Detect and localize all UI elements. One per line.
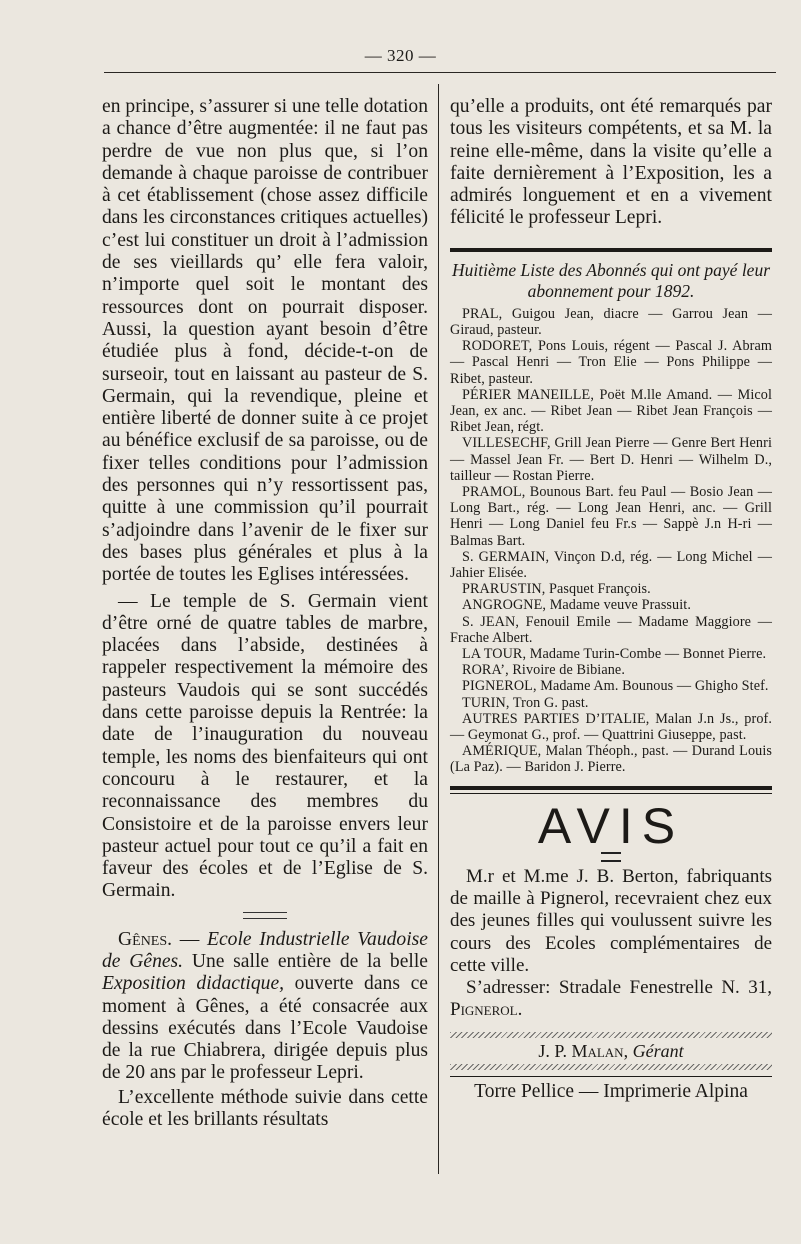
printer-line: Torre Pellice — Imprimerie Alpina — [474, 1080, 748, 1102]
avis-top-rule — [450, 786, 772, 794]
left-paragraph-genes — [102, 929, 428, 1085]
right-paragraph-continuation: qu’elle a produits, ont été remarqués par tous les visiteurs compétents, et sa M. la reine elle-même, dans la visite qu’elle a faite dernièrement à l’Exposition, les a admirés longuement et en a vivement félicité le professeur Lepri. — [450, 96, 772, 229]
subscriber-entry: S. JEAN, Fenouil Emile — Madame Maggiore — Frache Albert. — [450, 613, 772, 646]
subscriber-entry: PIGNEROL, Madame Am. Bounous — Ghigho Stef. — [462, 678, 769, 695]
gerant-title: Gérant — [632, 1040, 684, 1061]
left-paragraph-methode: L’excellente méthode suivie dans cette école et les brillants résultats — [102, 1086, 428, 1131]
subscriber-entry: AUTRES PARTIES D’ITALIE, Malan J.n Js., prof. — Geymonat G., prof. — Quattrini Giuseppe, past. — [450, 710, 772, 744]
gerant-initials: J. P. — [538, 1040, 572, 1061]
subscriber-entry: RODORET, Pons Louis, régent — Pascal J. Abram — Pascal Henri — Tron Elie — Pons Philippe — Ribet, pasteur. — [450, 338, 772, 387]
left-column — [102, 96, 428, 1131]
subscriber-entry: PRAL, Guigou Jean, diacre — Garrou Jean — Giraud, pasteur. — [450, 305, 772, 338]
gerant-name: Malan — [571, 1040, 624, 1061]
subscriber-entry: AMÉRIQUE, Malan Théoph., past. — Durand Louis (La Paz). — Baridon J. Pierre. — [450, 743, 772, 776]
genes-exposition: Exposition didactique, — [102, 973, 285, 995]
left-paragraph-temple: — Le temple de S. Germain vient d’être orné de quatre tables de marbre, placées dans l’abside, destinées à rappeler respectivement la mémoire des pasteurs Vaudois qui se sont succédés dans cette paroisse depuis la Rentrée: la date de l’inauguration du nouveau temple, les noms des bienfaiteurs qui ont concouru à le restaurer, et la reconnaissance des membres du Consistoire et de la paroisse envers leur pasteur actuel pour tout ce qu’il a fait en faveur des écoles et de l’Eglise de S. Germain. — [102, 590, 428, 902]
page-number: — 320 — — [364, 46, 437, 65]
avis-address: S’adresser: Stradale Fenestrelle N. 31, — [466, 977, 772, 999]
subscriber-entry: PRARUSTIN, Pasquet François. — [462, 581, 651, 598]
avis-title: AVIS — [537, 797, 685, 854]
right-column — [450, 96, 772, 1103]
subscriber-entry: LA TOUR, Madame Turin-Combe — Bonnet Pierre. — [462, 646, 767, 663]
genes-place: Gênes. — [118, 928, 173, 950]
subscriber-entry: TURIN, Tron G. past. — [462, 694, 589, 711]
avis-paragraph-2 — [450, 977, 772, 1022]
printer-rule — [450, 1076, 772, 1077]
subscriber-entry: S. GERMAIN, Vinçon D.d, rég. — Long Michel — Jahier Elisée. — [450, 548, 772, 582]
gerant-separator: , — [623, 1040, 633, 1061]
gerant-bottom-rule — [450, 1064, 772, 1070]
subscriber-entry: PRAMOL, Bounous Bart. feu Paul — Bosio Jean — Long Bart., rég. — Long Jean Henri, anc. — Grill Henri — Long Daniel feu Fr.s — Sappè J.n H-ri — Balmas Bart. — [450, 484, 772, 549]
genes-text-a: Une salle entière de la belle — [183, 950, 428, 972]
genes-dash: — — [172, 928, 207, 950]
subscriber-entry: RORA’, Rivoire de Bibiane. — [462, 662, 625, 679]
genes-text-b: ouverte dans ce moment à Gênes, a été consacrée aux dessins exécutés dans l’Ecole Vaudoise de la rue Chiabrera, dirigée depuis plus de 20 ans par le professeur Lepri. — [102, 973, 428, 1084]
genes-school-title: Ecole Industrielle Vaudoise de Gênes. — [102, 928, 428, 972]
gerant-line — [450, 1040, 772, 1062]
column-divider — [438, 84, 439, 1174]
avis-paragraph-1: M.r et M.me J. B. Berton, fabriquants de maille à Pignerol, recevraient chez eux des jeunes filles qui voulussent suivre les cours des Ecoles complémentaires de cette ville. — [450, 865, 772, 976]
subscriber-list — [450, 306, 772, 776]
avis-city: Pignerol. — [450, 999, 523, 1021]
list-top-rule — [450, 248, 772, 252]
subscriber-list-title: Huitième Liste des Abonnés qui ont payé leur abonnement pour 1892. — [451, 259, 771, 301]
subscriber-entry: VILLESECHF, Grill Jean Pierre — Genre Bert Henri — Massel Jean Fr. — Bert D. Henri — Wilhelm D., tailleur — Rostan Pierre. — [450, 435, 772, 484]
section-separator — [243, 912, 287, 919]
subscriber-entry: ANGROGNE, Madame veuve Prassuit. — [462, 597, 691, 614]
header-rule — [104, 72, 776, 73]
gerant-top-rule — [450, 1032, 772, 1038]
subscriber-entry: PÉRIER MANEILLE, Poët M.lle Amand. — Micol Jean, ex anc. — Ribet Jean — Ribet Jean François — Ribet Jean, régt. — [450, 386, 772, 436]
left-paragraph-1: en principe, s’assurer si une telle dotation a chance d’être augmentée: il ne faut pas perdre de vue non plus que, si l’on demande à chaque paroisse de contribuer à cet établissement (chose assez difficile dans les circonstances critiques actuelles) c’est lui constituer un droit à l’admission de ses vieillards qu’ elle fera valoir, n’importe quel soit le montant des ressources dont on pourrait disposer. Aussi, la question ayant besoin d’être étudiée plus à fond, décide-t-on de surseoir, tout en laissant au pasteur de S. Germain, qui la revendique, pleine et entière liberté de donner suite à ce projet au bénéfice exclusif de sa paroisse, ou de fixer telles conditions pour l’admission des personnes qui n’y ressortissent pas, quitte à une commission qu’il pourrait s’adjoindre dans l’avenir de le fixer sur des bases plus générales et plus à la portée de toutes les Eglises intéressées. — [102, 96, 428, 586]
